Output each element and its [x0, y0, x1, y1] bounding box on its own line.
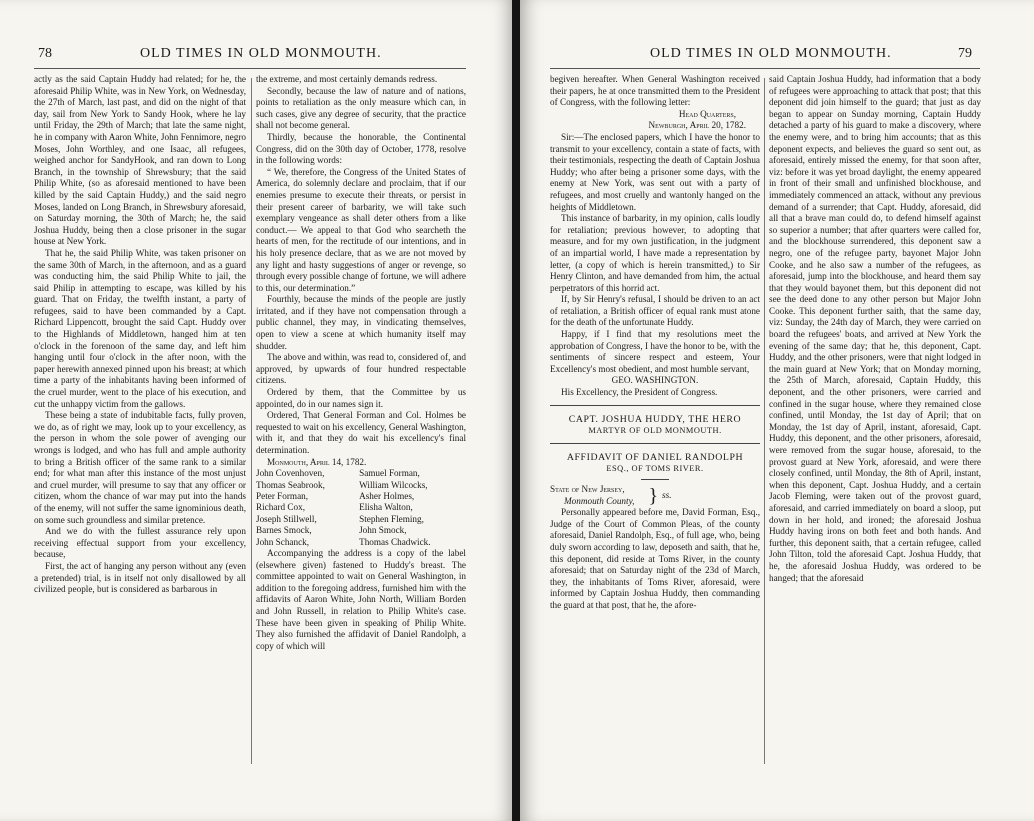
heading-title: AFFIDAVIT OF DANIEL RANDOLPH [566, 451, 744, 463]
brace-glyph: } [648, 484, 659, 507]
paragraph: said Captain Joshua Huddy, had information that a body of refugees were approaching to attack that post; that this deponent did join himself to the guard; that just as day began to appear on Sunday morning, Captain Huddy detached a party of his guard to make a discovery, where the enemy were, and to bring him accounts; that as this deponent expects, and believes the guard so sent out, as aforesaid, entirely missed the enemy, for that soon after, viz: before it was yet broad daylight, the enemy appeared in front of their small and unfinished blockhouse, and immediately commenced an attack, without any previous demand of a surrender; that Capt. Huddy, aforesaid, did all that a brave man could do, to defend himself against so superior a number; that after quarters were called for, and the blockhouse surrendered, this deponent saw a negro, one of the refugee party, bayonet Major John Cooke, and he also saw a number of the refugees, as aforesaid, jump into the blockhouse, and heard them say that they would bayonet them, but this deponent did not see the deed done to any other person but Major John Cooke. This deponent further saith, that the same day, viz: Sunday, the 24th day of March, they were carried on board the refugees' boats, and arrived at New York the evening of the same day; that he, this deponent, Capt. Huddy, and the other prisoners, were that night lodged in the main guard at New York; that on Monday morning, the 25th of March, aforesaid, Captain Huddy, this deponent, and the other prisoners, were carried and confined in the sugar house, where they remained close confined, until Monday, the 1st day of April; that on Monday, the 1st day of April, instant, aforesaid, Capt. Huddy, this deponent, and the other prisoners, aforesaid, were removed from the sugar house, aforesaid, to the provost guard at New York, aforesaid, and were there closely confined, until Monday, the 8th of April, instant, when this deponent, Capt. Joshua Huddy, and a certain Jacob Fleming, were taken out of the provost guard, aforesaid, and carried immediately on board a sloop, put down in her hold, and ironed; the aforesaid Joshua Huddy having irons on both feet and both hands. And further, this deponent saith, that a certain refugee, called John Tilton, told the aforesaid Capt. Joshua Huddy, that he, the aforesaid Joshua Huddy, was ordered to be hanged; that the aforesaid [769, 74, 981, 583]
table-row [256, 537, 466, 548]
signer-name: Peter Forman, [256, 491, 309, 501]
paragraph: This instance of barbarity, in my opinion, calls loudly for retaliation; previous however, to adopting that measure, and for my own justification, in the judgment of an impartial world, I have made a representation by letter, (a copy of which is herein transmitted,) to Sir Henry Clinton, and have demanded from him, the actual perpetrators of this horrid act. [550, 213, 760, 293]
signer-name: John Schanck, [256, 536, 310, 547]
letter-heading-line: Head Quarters, [678, 108, 736, 119]
table-row [256, 525, 466, 536]
left-column-2 [256, 74, 466, 774]
venue-block [550, 484, 760, 507]
paragraph: And we do with the fullest assurance rely upon receiving effectual support from your excellency, because, [34, 526, 246, 560]
signer-name: Elisha Walton, [359, 502, 413, 513]
table-row [256, 468, 466, 479]
signature: GEO. WASHINGTON. [611, 375, 699, 386]
paragraph: These being a state of indubitable facts, fully proven, we do, as of right we may, look up to your excellency, as the person in whom the sole power of avenging our wrongs is lodged, and who has full and ample authority to bring a British officer of the same rank to a similar end; for what man after this instance of the most unjust and cruel murder, will presume to say that any officer or citizen, whom the chance of war may put into the hands of the enemy, will not suffer the same ignominious death, on some such groundless and similar pretence. [34, 410, 246, 525]
header-rule [34, 68, 466, 69]
paragraph: Fourthly, because the minds of the people are justly irritated, and if they have not compensation through a public channel, they may, in vindicating themselves, open to view a scene at which humanity itself may shudder. [256, 294, 466, 351]
paragraph: If, by Sir Henry's refusal, I should be driven to an act of retaliation, a British officer of equal rank must atone for the death of the unfortunate Huddy. [550, 294, 760, 328]
paragraph: the extreme, and most certainly demands redress. [256, 74, 438, 84]
heading-subtitle: ESQ., OF TOMS RIVER. [606, 464, 704, 474]
column-rule [764, 78, 765, 764]
signer-name: William Wilcocks, [359, 479, 428, 490]
paragraph: Ordered by them, that the Committee by us appointed, do in our names sign it. [256, 387, 466, 409]
signer-name: Richard Cox, [256, 502, 305, 513]
paragraph: Sir:—The enclosed papers, which I have the honor to transmit to your excellency, contain a state of facts, with their testimonials, respecting the death of Captain Joshua Huddy; who after being a prisoner some days, with the enemy at New York, was sent out with a party of refugees, and most cruelly and wantonly hanged on the heights of Middletown. [550, 131, 760, 212]
section-heading [550, 452, 760, 475]
signer-name: Thomas Seabrook, [256, 479, 325, 490]
signer-name: Asher Holmes, [359, 491, 415, 501]
right-column-2 [769, 74, 981, 774]
heading-subtitle: MARTYR OF OLD MONMOUTH. [588, 426, 722, 436]
header-rule [550, 68, 980, 69]
running-head: OLD TIMES IN OLD MONMOUTH. [650, 46, 892, 61]
signer-name: Thomas Chadwick. [359, 536, 431, 547]
signers-table [256, 468, 466, 548]
right-column-1 [550, 74, 760, 774]
table-row [256, 491, 466, 502]
column-rule [251, 78, 252, 764]
right-page [520, 0, 1034, 821]
paragraph: Ordered, That General Forman and Col. Holmes be requested to wait on his excellency, General Washington, with it, and that they do wait his excellency's final determination. [256, 410, 466, 455]
short-rule [641, 479, 669, 480]
table-row [256, 480, 466, 491]
signer-name: Samuel Forman, [359, 468, 420, 479]
paragraph: His Excellency, the President of Congress. [561, 387, 718, 398]
running-head: OLD TIMES IN OLD MONMOUTH. [140, 46, 382, 61]
paragraph: The above and within, was read to, considered of, and approved, by upwards of four hundred respectable citizens. [256, 352, 466, 386]
venue-state: State of New Jersey, [550, 484, 625, 494]
venue-county: Monmouth County, [564, 495, 635, 506]
page-number: 79 [958, 46, 972, 61]
table-row [256, 502, 466, 513]
signer-name: Stephen Fleming, [359, 513, 424, 524]
table-row [256, 514, 466, 525]
paragraph: First, the act of hanging any person without any (even a pretended) trial, is in itself not only disallowed by all civilized people, but is considered as barbarous in [34, 560, 246, 595]
signer-name: Barnes Smock, [256, 525, 312, 536]
venue-ss: ss. [662, 489, 672, 500]
paragraph: Secondly, because the law of nature and of nations, points to retaliation as the only measure which can, in such cases, give any degree of security, that the practice shall not become general. [256, 85, 466, 131]
section-divider [550, 443, 760, 444]
signer-name: John Smock, [359, 525, 407, 536]
venue-lines [550, 484, 634, 507]
section-divider [550, 405, 760, 406]
paragraph: actly as the said Captain Huddy had related; for he, the aforesaid Philip White, was in New York, on Wednesday, the 27th of March, last past, and did on the night of that day, sail from New York to Sandy Hook, where he lay until Friday, the 29th of March; that late the same night, he in company with Aaron White, John Fennimore, negro Moses, John Worthley, and one Isaac, all refugees, weighed anchor for SandyHook, and ran down to Long Branch, in the township of Shrewsbury; that the said Philip White, (so as aforesaid mentioned to have been killed by the said Captain Huddy,) and the said negro Moses, landed on Long Branch, in Shrewsbury aforesaid, on Saturday morning, the 30th of March; he, the said Joshua Huddy, being then a close prisoner in the sugar house at New York. [34, 74, 246, 247]
section-heading [550, 414, 760, 437]
page-number: 78 [38, 46, 52, 61]
signer-name: John Covenhoven, [256, 468, 325, 479]
heading-title: CAPT. JOSHUA HUDDY, THE HERO [568, 413, 742, 425]
congress-resolution-quote: “ We, therefore, the Congress of the United States of America, do solemnly declare and proclaim, that if our enemies presume to execute their threats, or persist in their present career of barbarity, we will take such exemplary vengeance as shall deter others from a like conduct.— We appeal to that God who searcheth the hearts of men, for the rectitude of our intentions, and in his holy presence declare, that as we are not moved by any light and hasty suggestions of anger or revenge, so through every possible change of fortune, we will adhere to this, our determination.” [256, 166, 466, 293]
letter-heading-line: Newburgh, April 20, 1782. [648, 120, 746, 131]
paragraph: Happy, if I find that my resolutions meet the approbation of Congress, I have the honor to be, with the sentiments of sincere respect and esteem, Your Excellency's most obedient, and most humble servant, [550, 329, 760, 374]
signer-name: Joseph Stillwell, [256, 513, 317, 524]
paragraph: Thirdly, because the honorable, the Continental Congress, did on the 30th day of October, 1778, resolve in the following words: [256, 131, 466, 166]
paragraph: Personally appeared before me, David Forman, Esq., Judge of the Court of Common Pleas, of the county aforesaid, Daniel Randolph, Esq., of full age, who, being duly sworn according to law, deposeth and saith, that he, this deponent, did reside at Toms River, in the county aforesaid; that on Saturday night of the 23d of March, they, the inhabitants of Toms River, aforesaid, were informed by Captain Joshua Huddy, then commanding the guard at that post, that he, the afore- [550, 507, 760, 610]
left-page [0, 0, 514, 821]
paragraph: Accompanying the address is a copy of the label (elsewhere given) fastened to Huddy's breast. The committee appointed to wait on General Washington, in addition to the foregoing address, furnished him with the affidavits of Aaron White, John North, William Borden and John Russell, in relation to Philip White's case. These have been given in speaking of Philip White. They also furnished the affidavit of Daniel Randolph, a copy of which will [256, 548, 466, 651]
paragraph: That he, the said Philip White, was taken prisoner on the same 30th of March, in the afternoon, and as a guard was conducting him, the said Philip White to jail, the said Philip in attempting to escape, was killed by his guard. That on Friday, the twelfth instant, a party of refugees, said to have been commanded by a Capt. Richard Lippencott, brought the said Capt. Huddy over to the Highlands of Middletown, hanged him at ten o'clock in the forenoon of the same day, and left him hanging until four o'clock in the after noon, with the paper herewith annexed pinned upon his breast; at which time a party of the inhabitants having been informed of the cruel murder, went to the place of his execution, and cut the unhappy victim from the gallows. [34, 247, 246, 409]
left-column-1 [34, 74, 246, 774]
dateline: Monmouth, April 14, 1782. [267, 456, 367, 467]
paragraph: begiven hereafter. When General Washington received their papers, he at once transmitted them to the President of Congress, with the following letter: [550, 74, 760, 108]
